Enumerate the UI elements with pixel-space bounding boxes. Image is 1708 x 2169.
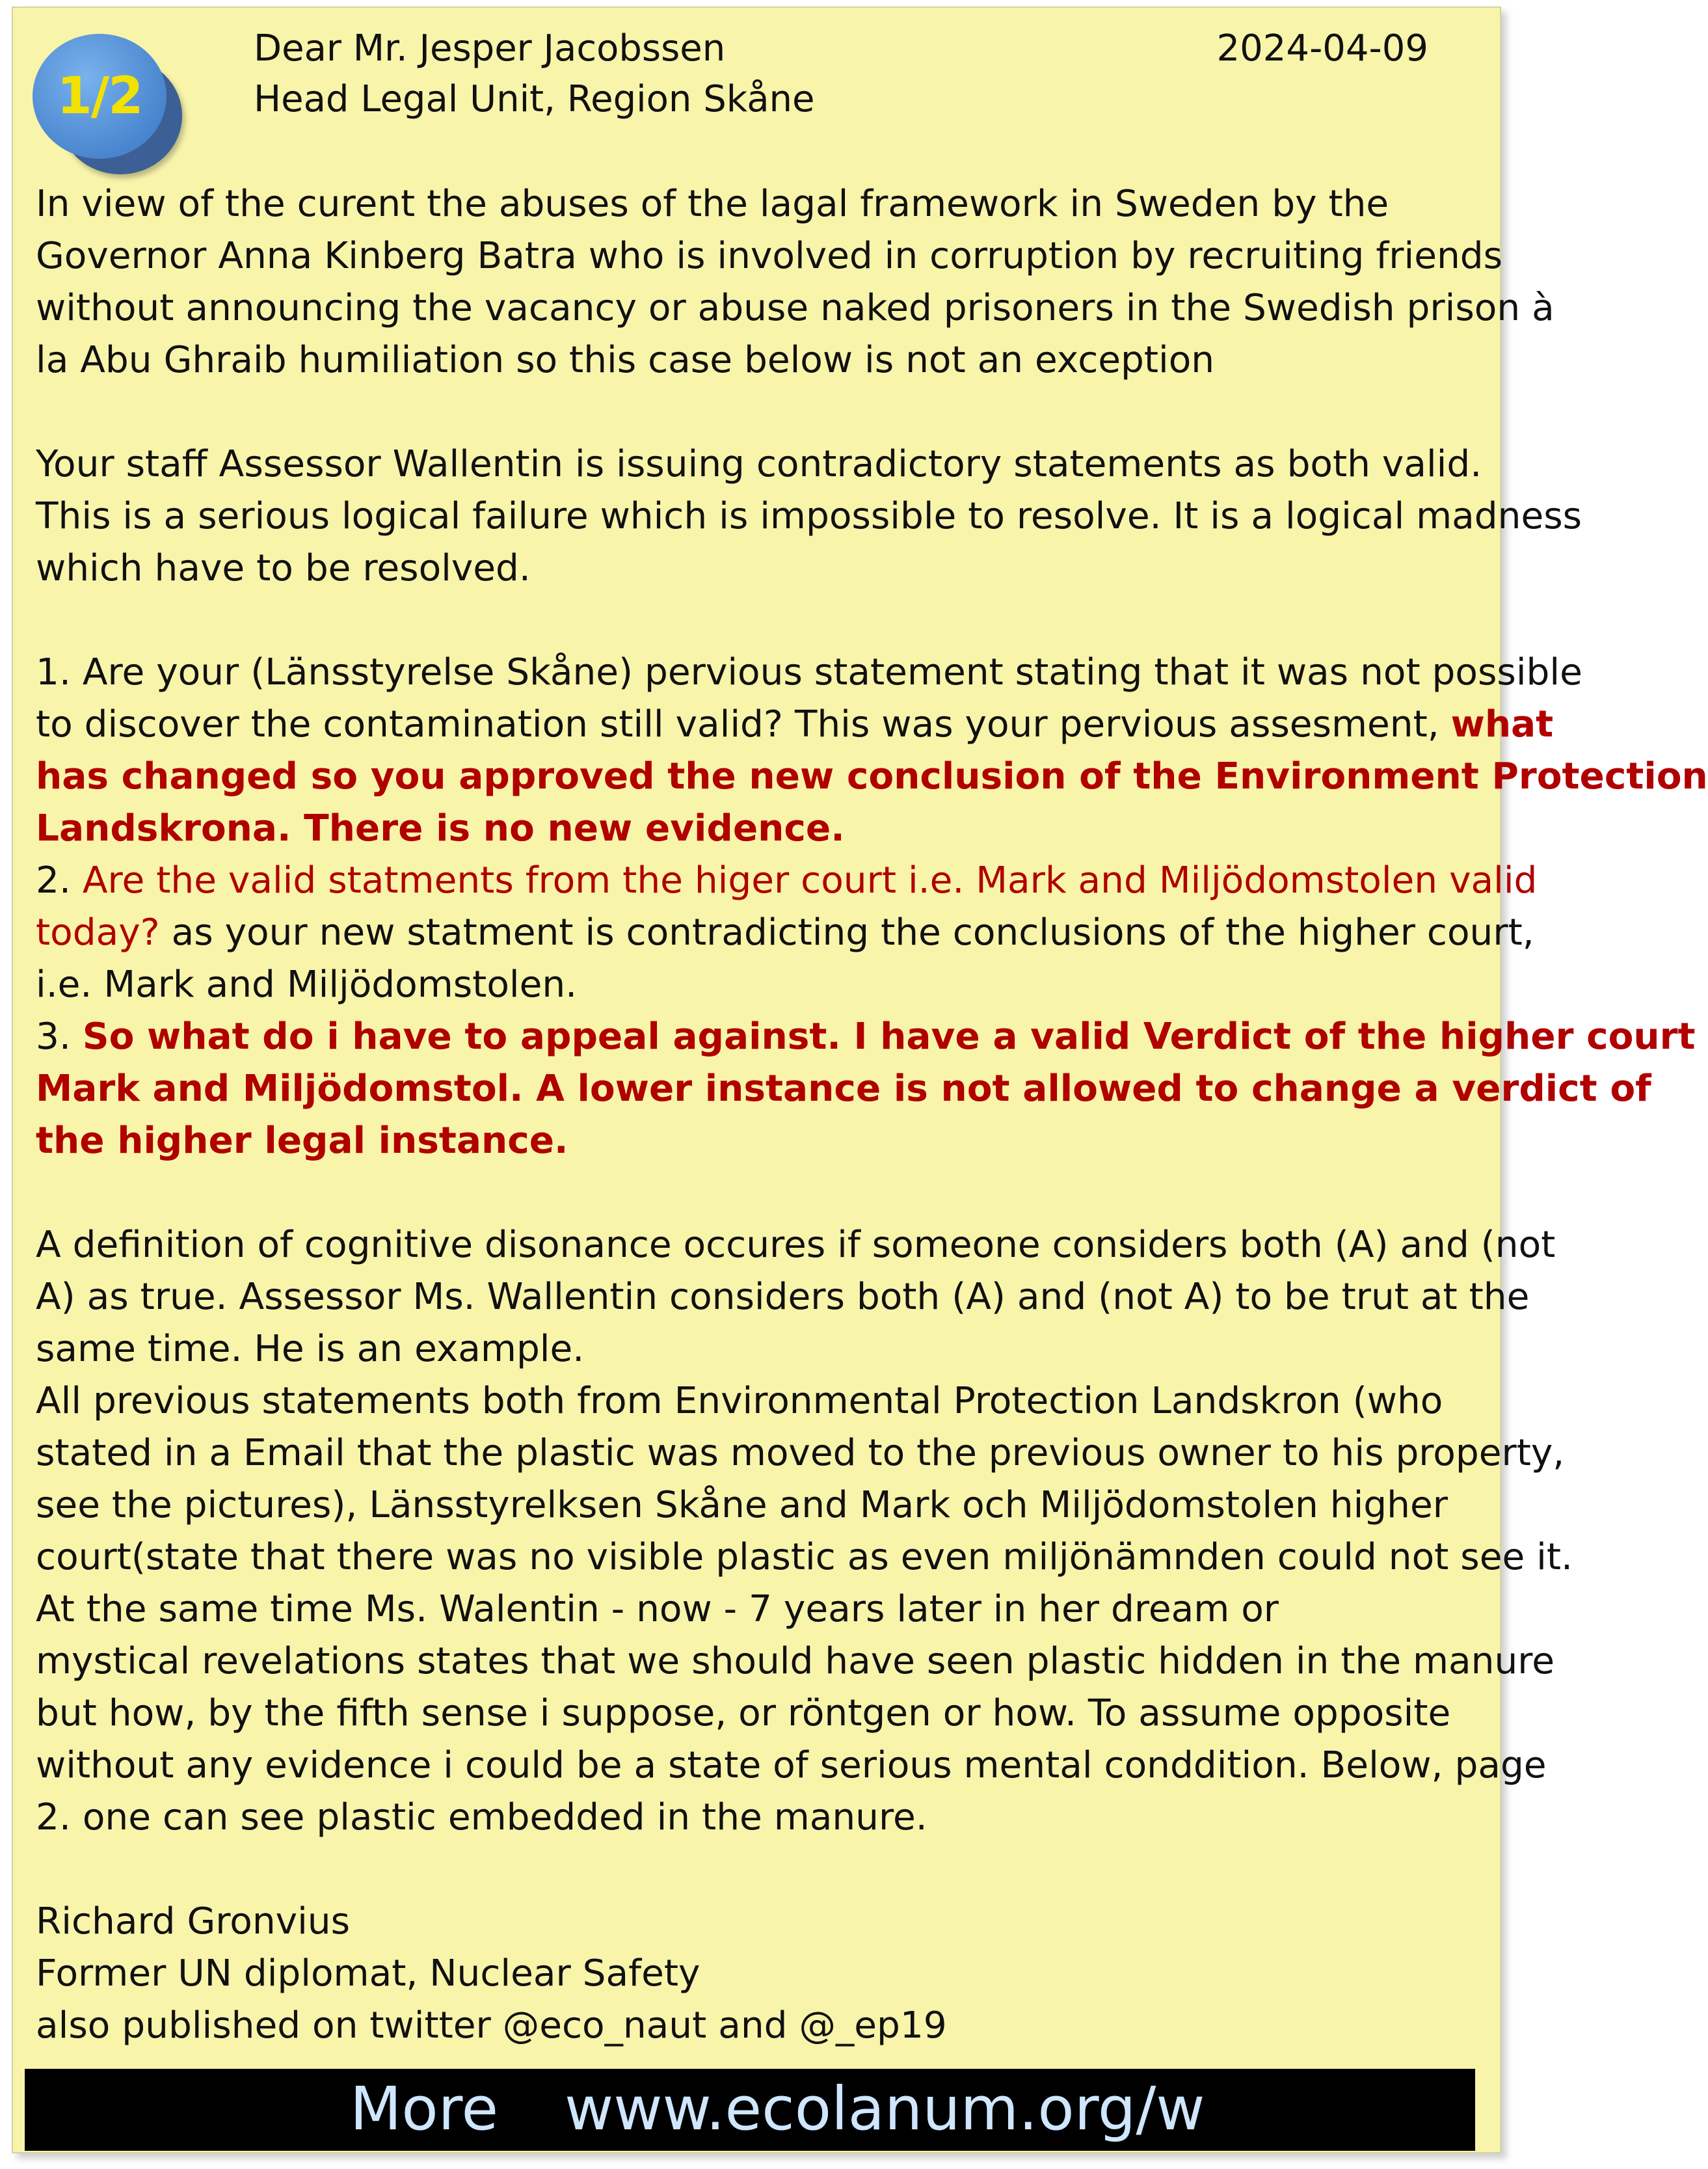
question-1-emphasis: has changed so you approved the new conclusion of the Environment Protection — [36, 755, 1708, 798]
body-line: Your staff Assessor Wallentin is issuing contradictory statements as both valid. — [36, 443, 1482, 485]
letter-date: 2024-04-09 — [1216, 27, 1428, 70]
body-line: This is a serious logical failure which is impossible to resolve. It is a logical madness — [36, 495, 1582, 537]
question-3-emphasis: Mark and Miljödomstol. A lower instance is not allowed to change a verdict of — [36, 1068, 1651, 1110]
question-2: 2. Are the valid statments from the higer court i.e. Mark and Miljödomstolen valid — [36, 859, 1538, 902]
question-1-emphasis: Landskrona. There is no new evidence. — [36, 807, 845, 850]
body-line: At the same time Ms. Walentin - now - 7 years later in her dream or — [36, 1588, 1279, 1630]
body-line: Governor Anna Kinberg Batra who is involved in corruption by recruiting friends — [36, 235, 1503, 277]
footer-url-link[interactable]: www.ecolanum.org/w — [565, 2074, 1205, 2144]
question-1: 1. Are your (Länsstyrelse Skåne) pervious statement stating that it was not possible — [36, 651, 1582, 694]
body-line: same time. He is an example. — [36, 1328, 585, 1370]
page-badge — [29, 31, 191, 168]
signature-title: Former UN diplomat, Nuclear Safety — [36, 1952, 701, 1995]
question-3-emphasis: the higher legal instance. — [36, 1120, 568, 1162]
signature-name: Richard Gronvius — [36, 1900, 351, 1943]
body-line: 2. one can see plastic embedded in the manure. — [36, 1796, 927, 1839]
body-line: which have to be resolved. — [36, 547, 531, 589]
question-3-emphasis: So what do i have to appeal against. I have a valid Verdict of the higher court — [82, 1016, 1696, 1058]
letter-body — [36, 178, 1708, 2052]
body-line: A) as true. Assessor Ms. Wallentin considers both (A) and (not A) to be trut at the — [36, 1276, 1530, 1318]
body-line: stated in a Email that the plastic was moved to the previous owner to his property, — [36, 1432, 1565, 1474]
body-line: All previous statements both from Environmental Protection Landskron (who — [36, 1380, 1443, 1422]
question-2-line: i.e. Mark and Miljödomstolen. — [36, 963, 578, 1006]
badge-circle — [33, 34, 167, 159]
question-3: 3. So what do i have to appeal against. I have a valid Verdict of the higher court — [36, 1016, 1696, 1058]
question-2-line: today? as your new statment is contradicting the conclusions of the higher court, — [36, 911, 1534, 954]
question-1-emphasis: what — [1450, 703, 1554, 746]
question-1-line: to discover the contamination still valid? This was your pervious assesment, what — [36, 703, 1554, 746]
question-2-emphasis: Are the valid statments from the higer court i.e. Mark and Miljödomstolen valid — [82, 859, 1538, 902]
body-line: la Abu Ghraib humiliation so this case below is not an exception — [36, 339, 1215, 381]
body-line: see the pictures), Länsstyrelksen Skåne and Mark och Miljödomstolen higher — [36, 1484, 1448, 1526]
body-line: without announcing the vacancy or abuse naked prisoners in the Swedish prison à — [36, 287, 1555, 329]
body-line: A definition of cognitive disonance occures if someone considers both (A) and (not — [36, 1224, 1556, 1266]
body-line: without any evidence i could be a state of serious mental conddition. Below, page — [36, 1744, 1547, 1786]
footer-banner — [25, 2069, 1475, 2151]
recipient-position: Head Legal Unit, Region Skåne — [254, 78, 815, 120]
body-line: In view of the curent the abuses of the lagal framework in Sweden by the — [36, 183, 1389, 225]
footer-more-label: More — [350, 2074, 499, 2144]
body-line: court(state that there was no visible plastic as even miljönämnden could not see it. — [36, 1536, 1573, 1578]
body-line: mystical revelations states that we should have seen plastic hidden in the manure — [36, 1640, 1555, 1682]
salutation: Dear Mr. Jesper Jacobssen — [254, 27, 726, 70]
letter-card — [12, 7, 1708, 2153]
signature-note: also published on twitter @eco_naut and @_ep19 — [36, 2004, 947, 2047]
page-number-label: 1/2 — [57, 67, 142, 126]
body-line: but how, by the fifth sense i suppose, or röntgen or how. To assume opposite — [36, 1692, 1451, 1734]
question-2-emphasis: today? — [36, 911, 160, 954]
